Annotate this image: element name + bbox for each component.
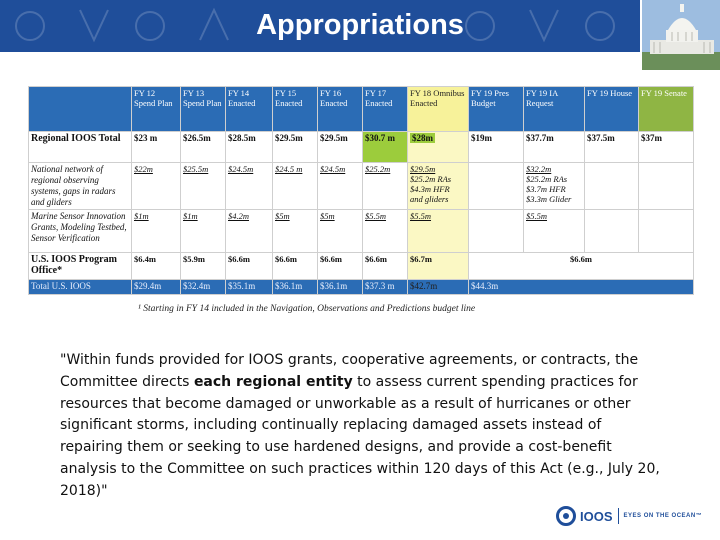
row-label: National network of regional observing systems, gaps in radars and gliders — [29, 163, 132, 210]
table-cell: $5m — [273, 210, 318, 253]
table-cell: $36.1m — [273, 280, 318, 295]
table-row — [29, 132, 694, 163]
table-cell: $26.5m — [181, 132, 226, 163]
table-header-cell: FY 19 House — [585, 87, 639, 132]
quote-text-start: "Within funds provided for IOOS grants, cooperative agreements, or contracts, the Committee directs — [60, 352, 639, 390]
quote-text-end: to assess current spending practices for resources that become damaged or unworkable as a result of hurricanes or other significant storms, including continually replacing damaged assets instead of repairing them or seeking to use hardened designs, and provide a cost-benefit analysis to the Committee on such practices within 120 days of this Act (e.g., July 20, 2018)" — [60, 373, 660, 499]
table-cell: $6.6m — [273, 253, 318, 280]
table-header-cell: FY 15 Enacted — [273, 87, 318, 132]
table-cell: $25.2m — [363, 163, 408, 210]
cell-line: $3.3m Glider — [526, 194, 572, 204]
table-cell: $6.7m — [408, 253, 469, 280]
table-header-cell: FY 16 Enacted — [318, 87, 363, 132]
table-header-cell: FY 14 Enacted — [226, 87, 273, 132]
table-row — [29, 163, 694, 210]
row-label: Marine Sensor Innovation Grants, Modeling Testbed, Sensor Verification — [29, 210, 132, 253]
table-cell: $29.5m — [318, 132, 363, 163]
table-cell: $28.5m — [226, 132, 273, 163]
cell-line: $4.3m HFR — [410, 184, 450, 194]
table-cell: $6.6m — [318, 253, 363, 280]
table-cell — [469, 163, 524, 210]
ioos-logo-icon — [556, 506, 576, 526]
table-cell: $6.4m — [132, 253, 181, 280]
table-cell: $32.4m — [181, 280, 226, 295]
table-cell — [408, 132, 469, 163]
quote-emphasis: each regional entity — [193, 373, 353, 390]
table-header-cell: FY 19 IA Request — [524, 87, 585, 132]
table-row — [29, 280, 694, 295]
page-title: Appropriations — [256, 9, 464, 41]
table-header-row — [29, 87, 694, 132]
table-cell — [585, 163, 639, 210]
highlighted-value: $28m — [412, 133, 433, 143]
cell-line: $25.2m RAs — [526, 174, 568, 184]
logo-divider — [618, 508, 619, 524]
logo-tagline: EYES ON THE OCEAN™ — [623, 513, 703, 519]
table-cell: $5m — [318, 210, 363, 253]
table-cell: $42.7m — [408, 280, 469, 295]
capitol-building-icon — [642, 0, 720, 70]
table-cell: $5.5m — [408, 210, 469, 253]
table-row — [29, 253, 694, 280]
table-row — [29, 210, 694, 253]
committee-quote — [60, 350, 660, 503]
table-header-cell: FY 17 Enacted — [363, 87, 408, 132]
cell-line: $32.2m — [526, 164, 552, 174]
table-cell: $35.1m — [226, 280, 273, 295]
table-cell: $22m — [132, 163, 181, 210]
capitol-building-image — [640, 0, 720, 72]
cell-line: $3.7m HFR — [526, 184, 566, 194]
table-header-cell: FY 19 Senate — [639, 87, 694, 132]
table-cell — [639, 210, 694, 253]
table-cell: $1m — [132, 210, 181, 253]
table-cell: $6.6m — [226, 253, 273, 280]
table-cell: $29.4m — [132, 280, 181, 295]
table-cell: $1m — [181, 210, 226, 253]
table-header-cell: FY 19 Pres Budget — [469, 87, 524, 132]
table-header-cell: FY 12 Spend Plan — [132, 87, 181, 132]
table-cell: $24.5 m — [273, 163, 318, 210]
table-header-cell: FY 13 Spend Plan — [181, 87, 226, 132]
table-cell: $19m — [469, 132, 524, 163]
table-header-cell: FY 18 Omnibus Enacted — [408, 87, 469, 132]
table-cell: $23 m — [132, 132, 181, 163]
table-cell — [524, 163, 585, 210]
table-cell: $36.1m — [318, 280, 363, 295]
table-cell: $37.7m — [524, 132, 585, 163]
row-label: U.S. IOOS Program Office* — [29, 253, 132, 280]
table-cell: $37m — [639, 132, 694, 163]
table-cell: $5.5m — [363, 210, 408, 253]
table-header-cell — [29, 87, 132, 132]
table-cell: $6.6m — [363, 253, 408, 280]
budget-table — [28, 86, 694, 295]
cell-line: and gliders — [410, 194, 449, 204]
table-cell-merged: $6.6m — [469, 253, 694, 280]
row-label: Total U.S. IOOS — [29, 280, 132, 295]
table-cell — [639, 163, 694, 210]
table-cell — [408, 163, 469, 210]
table-cell: $24.5m — [318, 163, 363, 210]
logo-name: IOOS — [580, 508, 613, 524]
table-cell: $30.7 m — [363, 132, 408, 163]
cell-line: $25.2m RAs — [410, 174, 452, 184]
table-cell: $25.5m — [181, 163, 226, 210]
table-cell: $37.5m — [585, 132, 639, 163]
ioos-logo — [556, 505, 706, 527]
budget-table-container — [28, 86, 693, 295]
table-cell-merged: $44.3m — [469, 280, 694, 295]
table-cell: $5.5m — [524, 210, 585, 253]
table-cell: $37.3 m — [363, 280, 408, 295]
table-cell — [469, 210, 524, 253]
table-cell: $24.5m — [226, 163, 273, 210]
table-cell: $5.9m — [181, 253, 226, 280]
row-label: Regional IOOS Total — [29, 132, 132, 163]
table-cell — [585, 210, 639, 253]
cell-line: $29.5m — [410, 164, 436, 174]
table-cell: $4.2m — [226, 210, 273, 253]
table-cell: $29.5m — [273, 132, 318, 163]
title-banner — [0, 0, 720, 52]
table-footnote: ¹ Starting in FY 14 included in the Navigation, Observations and Predictions budget line — [138, 304, 476, 314]
